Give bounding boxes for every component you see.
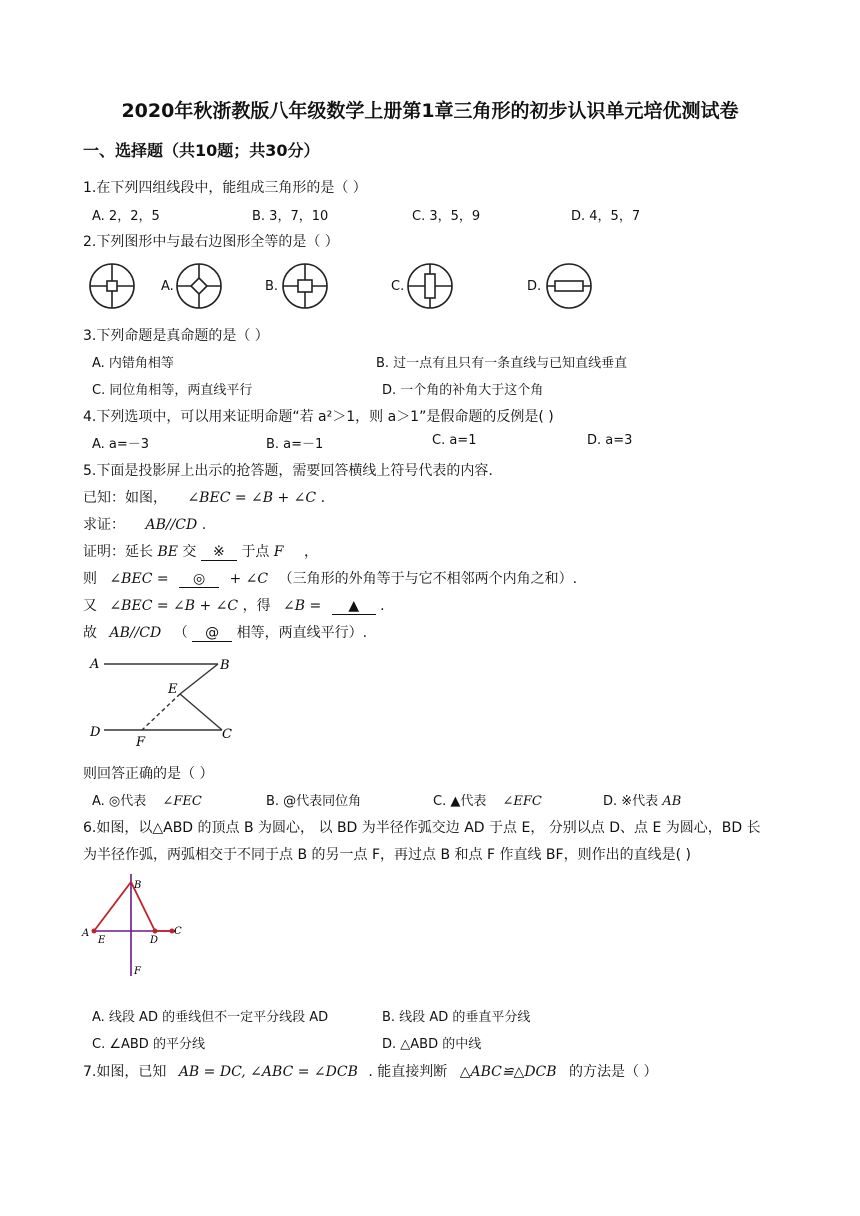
q6-point-d bbox=[153, 929, 158, 934]
q5-fig-label-d: D bbox=[90, 725, 101, 740]
q5-given-math: ∠BEC = ∠B + ∠C bbox=[187, 490, 317, 506]
q7-stem-text: 7.如图，已知 bbox=[83, 1064, 167, 1080]
q2-figure-b-icon bbox=[283, 264, 327, 308]
q5-proof3-text: 又 bbox=[83, 598, 97, 614]
q5-option-c-label: C. ▲代表 bbox=[433, 794, 487, 809]
q3-option-b[interactable]: B. 过一点有且只有一条直线与已知直线垂直 bbox=[376, 356, 628, 371]
q5-blank-3: ▲ bbox=[332, 598, 376, 615]
question-2-stem: 2.下列图形中与最右边图形全等的是（ ） bbox=[83, 234, 339, 250]
q5-given-line: 已知：如图， ∠BEC = ∠B + ∠C . bbox=[83, 490, 326, 506]
q5-proof-line-3: 又 ∠BEC = ∠B + ∠C ，得 ∠B = ▲ . bbox=[83, 598, 385, 614]
q2-figure-c-icon bbox=[408, 264, 452, 308]
q5-blank-1: ※ bbox=[201, 544, 237, 561]
q5-option-a-label: A. ◎代表 bbox=[92, 794, 147, 809]
q5-proof2-math: ∠BEC = bbox=[109, 571, 169, 587]
q7-stem-text-2: . 能直接判断 bbox=[368, 1064, 448, 1080]
q5-given-label: 已知：如图， bbox=[83, 490, 167, 506]
q7-stem-math-2: △ABC≌△DCB bbox=[459, 1064, 557, 1080]
question-7-stem bbox=[83, 1061, 657, 1081]
q1-option-d[interactable]: D. 4，5，7 bbox=[571, 209, 641, 224]
q2-option-c[interactable]: C. bbox=[391, 279, 405, 294]
q5-option-d[interactable] bbox=[603, 790, 681, 809]
question-4-stem: 4.下列选项中，可以用来证明命题“若 a²＞1，则 a＞1”是假命题的反例是( ) bbox=[83, 409, 554, 425]
q5-proof2-note: （三角形的外角等于与它不相邻两个内角之和）. bbox=[278, 571, 578, 587]
q5-proof-line-2 bbox=[83, 568, 577, 588]
q5-proof4-text: 故 bbox=[83, 625, 97, 641]
q5-proof4-end: 相等，两直线平行）. bbox=[236, 625, 368, 641]
section-heading: 一、选择题（共10题；共30分） bbox=[83, 141, 320, 160]
q5-prove-line: 求证： AB//CD . bbox=[83, 517, 207, 533]
q1-option-a[interactable]: A. 2，2，5 bbox=[92, 209, 160, 224]
q7-stem-text-3: 的方法是（ ） bbox=[569, 1064, 658, 1080]
q5-proof1-text: 证明：延长 bbox=[83, 544, 153, 560]
q5-proof1-f: F bbox=[273, 544, 284, 560]
q4-option-a[interactable]: A. a=－3 bbox=[92, 437, 150, 452]
q5-proof-line-4 bbox=[83, 622, 367, 642]
q2-reference-figure-icon bbox=[90, 264, 134, 308]
q5-fig-label-b: B bbox=[220, 658, 230, 673]
q7-stem-math: AB = DC, ∠ABC = ∠DCB bbox=[178, 1064, 358, 1080]
q5-proof3-math: ∠BEC = ∠B + ∠C bbox=[109, 598, 239, 614]
q5-fig-label-f: F bbox=[136, 735, 146, 750]
q6-option-d[interactable]: D. △ABD 的中线 bbox=[382, 1037, 482, 1052]
q4-option-b[interactable]: B. a=－1 bbox=[266, 437, 324, 452]
q5-proof2-text: 则 bbox=[83, 571, 97, 587]
q5-blank-4: @ bbox=[192, 625, 232, 642]
q1-option-b[interactable]: B. 3，7，10 bbox=[252, 209, 329, 224]
q3-option-d[interactable]: D. 一个角的补角大于这个角 bbox=[382, 383, 544, 398]
q5-proof2-math2: + ∠C bbox=[229, 571, 269, 587]
q5-option-d-label: D. ※代表 bbox=[603, 794, 659, 809]
q6-fig-label-e: E bbox=[98, 935, 106, 946]
question-1-stem: 1.在下列四组线段中，能组成三角形的是（ ） bbox=[83, 180, 367, 196]
q5-option-a[interactable] bbox=[92, 790, 202, 809]
q3-option-c[interactable]: C. 同位角相等，两直线平行 bbox=[92, 383, 253, 398]
q5-fig-label-c: C bbox=[222, 727, 232, 742]
q5-prove-math: AB//CD bbox=[145, 517, 198, 533]
q4-option-c[interactable]: C. a=1 bbox=[432, 433, 477, 448]
q5-option-c[interactable] bbox=[433, 790, 542, 809]
q6-fig-label-d: D bbox=[150, 935, 159, 946]
page-title: 2020年秋浙教版八年级数学上册第1章三角形的初步认识单元培优测试卷 bbox=[121, 100, 739, 122]
q6-option-c[interactable]: C. ∠ABD 的平分线 bbox=[92, 1037, 205, 1052]
q5-ask: 则回答正确的是（ ） bbox=[83, 766, 214, 782]
question-6-line-1: 6.如图，以△ABD 的顶点 B 为圆心， 以 BD 为半径作弧交边 AD 于点 E， 分别以点 D、点 E 为圆心，BD 长 bbox=[83, 820, 761, 836]
q5-proof-line-1: 证明：延长 BE 交 ※ 于点 F ， bbox=[83, 544, 318, 560]
q5-proof3-math2: ∠B = bbox=[283, 598, 322, 614]
q6-option-a[interactable]: A. 线段 AD 的垂线但不一定平分线段 AD bbox=[92, 1010, 329, 1025]
question-5-stem: 5.下面是投影屏上出示的抢答题，需要回答横线上符号代表的内容. bbox=[83, 463, 493, 479]
q2-option-a[interactable]: A. bbox=[161, 279, 174, 294]
q5-option-c-math: ∠EFC bbox=[502, 794, 542, 809]
q6-fig-label-b: B bbox=[134, 880, 142, 891]
q5-fig-label-e: E bbox=[168, 682, 178, 697]
q5-option-d-math: AB bbox=[662, 794, 682, 809]
q2-option-d[interactable]: D. bbox=[527, 279, 542, 294]
question-6-line-2: 为半径作弧，两弧相交于不同于点 B 的另一点 F，再过点 B 和点 F 作直线 BF，则作出的直线是( ) bbox=[83, 847, 691, 863]
q5-proof4-paren: （ bbox=[173, 625, 188, 641]
q6-fig-label-f: F bbox=[134, 966, 141, 977]
q5-proof1-jiao: 交 bbox=[182, 544, 197, 560]
q2-figure-a-icon bbox=[177, 264, 221, 308]
q4-option-d[interactable]: D. a=3 bbox=[587, 433, 633, 448]
q5-proof1-be: BE bbox=[157, 544, 178, 560]
q6-fig-label-a: A bbox=[82, 928, 90, 939]
q5-proof3-de: ，得 bbox=[242, 598, 271, 614]
q6-figure bbox=[80, 866, 190, 984]
q5-prove-label: 求证： bbox=[83, 517, 125, 533]
q5-blank-2: ◎ bbox=[179, 571, 219, 588]
q5-fig-label-a: A bbox=[90, 657, 100, 672]
q1-option-c[interactable]: C. 3，5，9 bbox=[412, 209, 481, 224]
q3-option-a[interactable]: A. 内错角相等 bbox=[92, 356, 174, 371]
question-3-stem: 3.下列命题是真命题的是（ ） bbox=[83, 328, 269, 344]
q6-point-a bbox=[92, 929, 97, 934]
q2-figure-d-icon bbox=[547, 264, 591, 308]
q5-proof4-math: AB//CD bbox=[109, 625, 162, 641]
q5-proof1-yu: 于点 bbox=[241, 544, 270, 560]
q6-fig-label-c: C bbox=[174, 926, 182, 937]
q5-option-b[interactable]: B. @代表同位角 bbox=[266, 794, 362, 809]
q5-figure bbox=[84, 652, 244, 752]
q5-option-a-math: ∠FEC bbox=[162, 794, 202, 809]
q2-option-b[interactable]: B. bbox=[265, 279, 279, 294]
q6-option-b[interactable]: B. 线段 AD 的垂直平分线 bbox=[382, 1010, 531, 1025]
